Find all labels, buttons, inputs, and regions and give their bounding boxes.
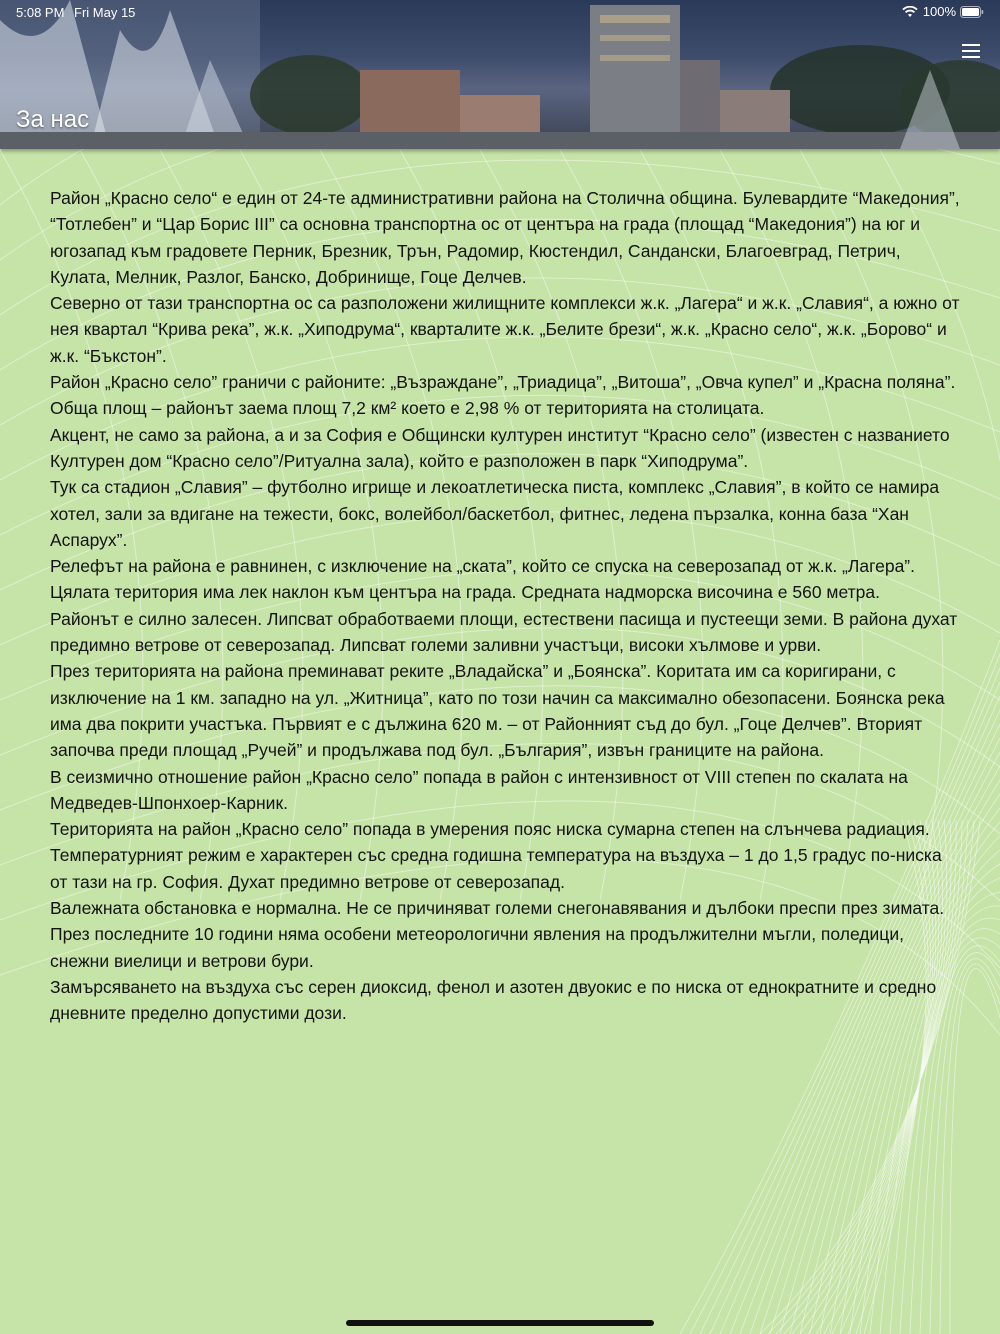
page-title: За нас: [16, 106, 90, 133]
about-paragraph: През територията на района преминават реките „Владайска” и „Боянска”. Коритата им са коригирани, с изключение на 1 км. западно на ул. „Житница”, като по този начин са максимално обезопасени. Боянска река има два покрити участъка. Първият е с дължина 620 м. – от Районният съд до бул. „Гоце Делчев”. Вторият започва преди площад „Ручей” и продължава под бул. „България”, извън границите на района.: [50, 661, 945, 761]
battery-icon: [960, 6, 984, 18]
about-paragraph: Обща площ – районът заема площ 7,2 км² което е 2,98 % от територията на столицата.: [50, 398, 765, 419]
status-date: Fri May 15: [74, 5, 136, 20]
about-paragraph: Район „Красно село” граничи с районите: „Възраждане”, „Триадица”, „Витоша”, „Овча купел” и „Красна поляна”.: [50, 372, 956, 393]
about-paragraph: Замърсяването на въздуха със серен диоксид, фенол и азотен двуокис е по ниска от еднократните и средно дневните пределно допустими дози.: [50, 976, 937, 1024]
about-content: [50, 185, 962, 1027]
about-paragraph: Районът е силно залесен. Липсват обработваеми площи, естествени пасища и пустеещи земи. В района духат предимно ветрове от северозапад. Липсват големи заливни участъци, високи хълмове и урви.: [50, 608, 958, 656]
about-paragraph: Територията на район „Красно село” попада в умерения пояс ниска сумарна степен на слънчева радиация. Температурният режим е характерен със средна годишна температура на въздуха – 1 до 1,5 градус по-ниска от тази на гр. София. Духат предимно ветрове от северозапад.: [50, 819, 942, 892]
battery-percent: 100%: [922, 4, 956, 19]
about-paragraph: В сеизмично отношение район „Красно село” попада в район с интензивност от VIII степен по скалата на Медведев-Шпонхоер-Карник.: [50, 766, 908, 813]
wifi-icon: [902, 6, 918, 18]
about-paragraph: Тук са стадион „Славия” – футболно игрище и лекоатлетическа писта, комплекс „Славия”, в който се намира хотел, зали за вдигане на тежести, бокс, волейбол/баскетбол, фитнес, ледена пързалка, конна база “Хан Аспарух”.: [50, 477, 940, 550]
hamburger-menu-icon[interactable]: [960, 40, 982, 62]
about-paragraph: Релефът на района е равнинен, с изключение на „ската”, който се спуска на северозапад от ж.к. „Лагера”. Цялата територия има лек наклон към центъра на града. Средната надморска височина е 560 метра.: [50, 556, 915, 603]
about-paragraph: Валежната обстановка е нормална. Не се причиняват големи снегонавявания и дълбоки преспи през зимата. През последните 10 години няма особени метеорологични явления на продължителни мъгли, поледици, снежни виелици и ветрови бури.: [50, 898, 945, 971]
status-bar: [0, 0, 1000, 24]
status-time: 5:08 PM: [16, 5, 65, 20]
about-paragraph: Акцент, не само за района, а и за София е Общински културен институт “Красно село” (известен с названието Културен дом “Красно село”/Ритуална зала), който е разположен в парк “Хиподрума”.: [50, 424, 950, 471]
status-indicators: [902, 4, 984, 19]
about-paragraph: Район „Красно село“ е един от 24-те административни района на Столична община. Булевардите “Македония”, “Тотлебен” и “Цар Борис III” са основна транспортна ос от центъра на града (площад “Македония”) на юг и югозапад към градовете Перник, Брезник, Трън, Радомир, Кюстендил, Сандански, Благоевград, Петрич, Кулата, Мелник, Разлог, Банско, Добринище, Гоце Делчев.: [50, 188, 960, 287]
home-indicator[interactable]: [346, 1320, 654, 1326]
about-paragraph: Северно от тази транспортна ос са разположени жилищните комплекси ж.к. „Лагера“ и ж.к. „Славия“, а южно от нея квартал “Крива река”, ж.к. „Хиподрума“, кварталите ж.к. „Белите брези“, ж.к. „Красно село“, ж.к. „Борово“ и ж.к. “Бъкстон”.: [50, 293, 960, 366]
